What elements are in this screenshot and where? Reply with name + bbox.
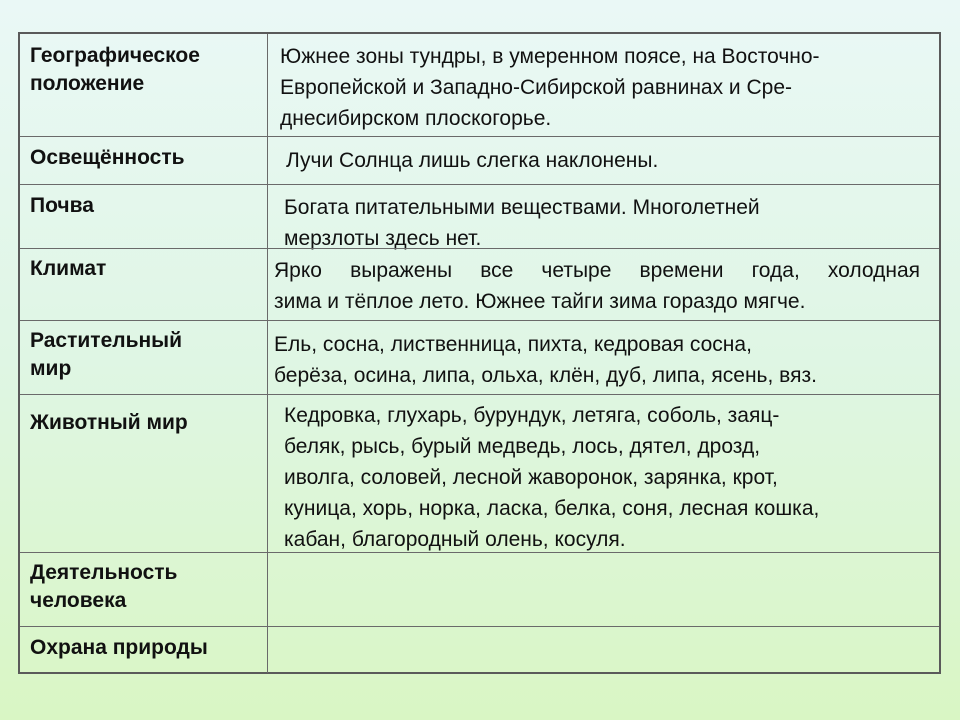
row-label-cell xyxy=(20,321,268,395)
row-label xyxy=(30,559,177,615)
row-value-cell xyxy=(268,395,939,553)
row-value-line: куница, хорь, норка, ласка, белка, соня, лесная кошка, xyxy=(284,497,820,520)
row-label-line: Почва xyxy=(30,194,94,217)
row-label-line: положение xyxy=(30,72,145,95)
row-value xyxy=(284,192,760,254)
row-label-cell xyxy=(20,34,268,136)
row-label xyxy=(30,255,106,283)
row-value-line: Европейской и Западно-Сибирской равнинах и Сре- xyxy=(280,76,793,99)
row-label-line: Деятельность xyxy=(30,561,178,584)
row-value xyxy=(286,145,658,176)
row-value-cell xyxy=(268,553,939,627)
info-table xyxy=(18,32,941,674)
row-value xyxy=(274,255,920,317)
row-value-line: Ель, сосна, лиственница, пихта, кедровая сосна, xyxy=(274,333,752,356)
row-label-cell xyxy=(20,627,268,673)
table-row xyxy=(20,184,939,249)
row-value xyxy=(284,400,819,555)
row-label-cell xyxy=(20,395,268,553)
row-value-line: беляк, рысь, бурый медведь, лось, дятел, дрозд, xyxy=(284,435,761,458)
row-value-line: Кедровка, глухарь, бурундук, летяга, соболь, заяц- xyxy=(284,404,780,427)
row-label-cell xyxy=(20,137,268,185)
row-label xyxy=(30,42,200,98)
row-value xyxy=(280,41,820,134)
row-label-cell xyxy=(20,553,268,627)
table-row xyxy=(20,34,939,136)
table-row xyxy=(20,248,939,321)
row-value-cell xyxy=(268,627,939,673)
table-row xyxy=(20,552,939,627)
row-value xyxy=(274,329,817,391)
row-label-line: Растительный xyxy=(30,329,183,352)
row-value-cell xyxy=(268,137,939,185)
row-label-line: мир xyxy=(30,357,72,380)
row-value-cell xyxy=(268,34,939,136)
table-row xyxy=(20,320,939,395)
table-row xyxy=(20,394,939,553)
row-value-line: зима и тёплое лето. Южнее тайги зима гораздо мягче. xyxy=(274,290,806,313)
row-value-cell xyxy=(268,321,939,395)
row-value-line: Ярко выражены все четыре времени года, холодная xyxy=(274,259,920,282)
row-label xyxy=(30,144,185,172)
row-value-line: кабан, благородный олень, косуля. xyxy=(284,528,626,551)
row-value-line: иволга, соловей, лесной жаворонок, зарянка, крот, xyxy=(284,466,778,489)
row-label-cell xyxy=(20,249,268,321)
row-label-line: Географическое xyxy=(30,44,200,67)
row-label-line: Климат xyxy=(30,257,107,280)
row-label-line: Животный мир xyxy=(30,411,188,434)
row-label xyxy=(30,327,182,383)
row-value-line: Богата питательными веществами. Многолетней xyxy=(284,196,760,219)
row-value-line: Южнее зоны тундры, в умеренном поясе, на Восточно- xyxy=(280,45,820,68)
row-label-cell xyxy=(20,185,268,249)
row-value-cell xyxy=(268,249,939,321)
row-label xyxy=(30,409,188,437)
row-label-line: Освещённость xyxy=(30,146,185,169)
row-label-line: Охрана природы xyxy=(30,636,208,659)
row-label xyxy=(30,192,94,220)
row-value-line: берёза, осина, липа, ольха, клён, дуб, липа, ясень, вяз. xyxy=(274,364,817,387)
table-row xyxy=(20,626,939,673)
row-value-line: мерзлоты здесь нет. xyxy=(284,227,482,250)
row-value-line: днесибирском плоскогорье. xyxy=(280,107,552,130)
row-value-cell xyxy=(268,185,939,249)
table-row xyxy=(20,136,939,185)
row-label xyxy=(30,634,208,662)
row-value-line: Лучи Солнца лишь слегка наклонены. xyxy=(286,149,659,172)
row-label-line: человека xyxy=(30,589,127,612)
